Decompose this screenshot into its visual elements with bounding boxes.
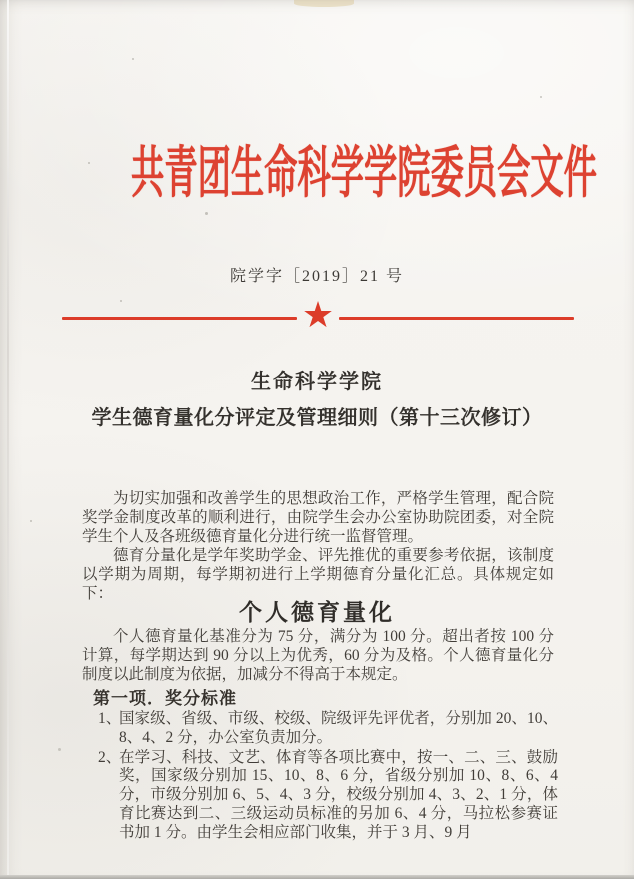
- scan-speck: [132, 58, 134, 60]
- star-icon: ★: [301, 295, 335, 336]
- list-item-text: 在学习、科技、文艺、体育等各项比赛中，按一、二、三、鼓励奖，国家级分别加 15、10、8、6 分，省级分别加 10、8、6、4 分，市级分别加 6、5、4、3 分，校级分别加 4、3、2、1 分，体育比赛达到二、三级运动员标准的另加 6、4 分，马拉松参赛证书加 1 分。由学生会相应部门收集，并于 3 月、9 月: [119, 748, 558, 841]
- scan-speck: [540, 96, 542, 98]
- list-item-number: 1、: [98, 710, 122, 727]
- divider-line-left: [62, 317, 297, 320]
- letterhead-title: [0, 127, 634, 205]
- award-criteria-list: [98, 710, 558, 844]
- award-criteria-heading: 第一项．奖分标准: [93, 689, 237, 708]
- intro-paragraph-1: 为切实加强和改善学生的思想政治工作，严格学生管理，配合院奖学金制度改革的顺利进行，由院学生会办公室协助院团委，对全院学生个人及各班级德育量化分进行统一监督管理。: [82, 490, 554, 545]
- regulation-title: 学生德育量化分评定及管理细则（第十三次修订）: [91, 407, 543, 429]
- document-number: 院学字［2019］21 号: [229, 268, 404, 285]
- personal-quantification-intro: 个人德育量化基准分为 75 分，满分为 100 分。超出者按 100 分计算，每学期达到 90 分以上为优秀，60 分为及格。个人德育量化分制度以此制度为依据，加减分不得高于本规定。: [82, 628, 554, 683]
- star-divider: [62, 295, 574, 336]
- list-item-number: 2、: [98, 748, 122, 766]
- personal-quantification-heading: 个人德育量化: [239, 599, 395, 625]
- list-item-text: 国家级、省级、市级、校级、院级评先评优者，分别加 20、10、8、4、2 分，办公室负责加分。: [119, 710, 558, 746]
- award-criteria-item-1: [98, 710, 558, 748]
- scan-speck: [205, 212, 208, 215]
- intro-paragraph-2: 德育分量化是学年奖助学金、评先推优的重要参考依据，该制度以学期为周期，每学期初进行上学期德育分量化汇总。具体规定如下：: [82, 547, 554, 602]
- scan-speck: [30, 520, 32, 522]
- divider-line-right: [339, 317, 574, 320]
- award-criteria-item-2: [98, 749, 558, 843]
- scan-bottom-shadow: [0, 875, 634, 879]
- scan-smudge: [294, 0, 354, 7]
- college-name-title: 生命科学学院: [251, 371, 383, 393]
- letterhead-title-text: 共青团生命科学学院委员会文件: [131, 143, 597, 205]
- scan-speck: [58, 748, 61, 751]
